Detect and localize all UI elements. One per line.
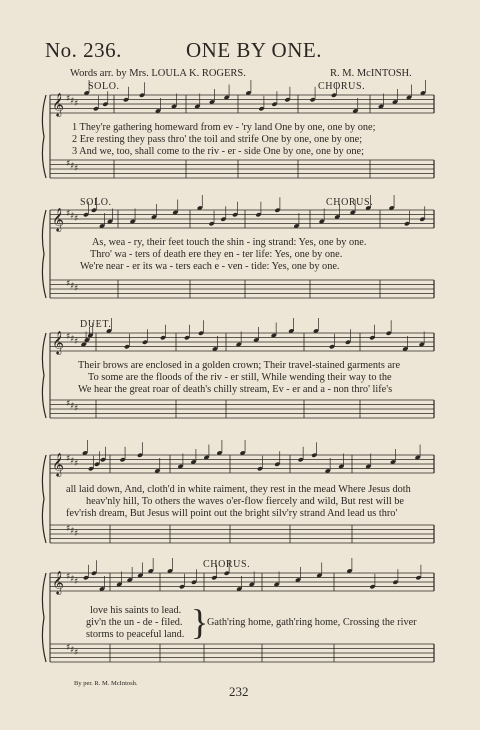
system-brace	[42, 210, 46, 298]
lyric-line: As, wea - ry, their feet touch the shin - ing strand: Yes, one by one.	[92, 237, 367, 248]
sharp-icon: ♯	[70, 645, 75, 656]
verse-brace: }	[191, 602, 209, 642]
sharp-icon: ♯	[70, 96, 75, 107]
lyric-line: 2 Ere resting they pass thro' the toil and strife One by one, one by one;	[72, 134, 363, 145]
sharp-icon: ♯	[66, 399, 71, 409]
sharp-icon: ♯	[74, 164, 79, 174]
sharp-icon: ♯	[66, 209, 71, 219]
label-duet: DUET.	[80, 319, 112, 330]
sharp-icon: ♯	[70, 401, 75, 412]
lyric-line: To some are the floods of the riv - er still, While wending their way to the	[88, 372, 392, 383]
sharp-icon: ♯	[74, 337, 79, 347]
lyric-line: all laid down, And, cloth'd in white raiment, they rest in the mead Where Jesus doth	[66, 484, 411, 495]
system-brace	[42, 455, 46, 543]
lyric-line: 1 They're gathering homeward from ev - 'ry land One by one, one by one;	[72, 122, 376, 133]
treble-clef-icon: 𝄞	[52, 452, 64, 476]
system-brace	[42, 95, 46, 178]
sharp-icon: ♯	[70, 281, 75, 292]
system-brace	[42, 333, 46, 418]
sharp-icon: ♯	[66, 159, 71, 169]
sharp-icon: ♯	[70, 334, 75, 345]
treble-clef-icon: 𝄞	[52, 92, 64, 116]
words-credit: Words arr. by Mrs. LOULA K. ROGERS.	[70, 68, 246, 79]
treble-clef-icon: 𝄞	[52, 207, 64, 231]
music-credit: R. M. McINTOSH.	[330, 68, 412, 79]
sharp-icon: ♯	[70, 574, 75, 585]
sharp-icon: ♯	[70, 456, 75, 467]
label-solo-1: SOLO.	[88, 81, 120, 92]
sharp-icon: ♯	[66, 279, 71, 289]
label-chorus-1: CHORUS.	[318, 81, 366, 92]
lyric-line: Their brows are enclosed in a golden crown; Their travel-stained garments are	[78, 360, 401, 371]
label-solo-2: SOLO.	[80, 197, 112, 208]
hymn-title: ONE BY ONE.	[186, 38, 322, 62]
lyric-line: storms to peaceful land.	[86, 629, 185, 640]
sharp-icon: ♯	[70, 211, 75, 222]
label-chorus-5: CHORUS.	[203, 559, 251, 570]
page-number: 232	[229, 684, 249, 699]
lyric-line: heav'nly hill, To others the waves o'er-flow fiercely and wild, But rest will be	[86, 496, 404, 507]
label-chorus-2: CHORUS.	[326, 197, 374, 208]
system-brace	[42, 573, 46, 662]
sharp-icon: ♯	[74, 404, 79, 414]
permission-credit: By per. R. M. McIntosh.	[74, 680, 138, 687]
sharp-icon: ♯	[66, 643, 71, 653]
lyric-line: Thro' wa - ters of death ere they en - ter life: Yes, one by one.	[90, 249, 343, 260]
lyric-line: We're near - er its wa - ters each e - ven - tide: Yes, one by one.	[80, 261, 340, 272]
lyric-line: giv'n the un - de - filed.	[86, 617, 183, 628]
lyric-line: fev'rish dream, But Jesus will point out the bright silv'ry strand And lead us thro'	[66, 508, 398, 519]
sharp-icon: ♯	[74, 284, 79, 294]
treble-clef-icon: 𝄞	[52, 570, 64, 594]
sharp-icon: ♯	[66, 454, 71, 464]
sharp-icon: ♯	[74, 214, 79, 224]
sharp-icon: ♯	[66, 524, 71, 534]
sharp-icon: ♯	[74, 577, 79, 587]
lyric-line: We hear the great roar of death's chilly stream, Ev - er and a - non thro' life's	[78, 384, 393, 395]
chorus-lyric: Gath'ring home, gath'ring home, Crossing the river	[207, 617, 417, 628]
sharp-icon: ♯	[70, 161, 75, 172]
lyric-line: love his saints to lead.	[90, 605, 182, 616]
sharp-icon: ♯	[66, 332, 71, 342]
sharp-icon: ♯	[70, 526, 75, 537]
sharp-icon: ♯	[74, 529, 79, 539]
sharp-icon: ♯	[74, 648, 79, 658]
lyric-line: 3 And we, too, shall come to the riv - er - side One by one, one by one;	[72, 146, 364, 157]
sharp-icon: ♯	[66, 572, 71, 582]
treble-clef-icon: 𝄞	[52, 330, 64, 354]
sharp-icon: ♯	[66, 94, 71, 104]
hymn-number: No. 236.	[45, 38, 122, 62]
sharp-icon: ♯	[74, 99, 79, 109]
sharp-icon: ♯	[74, 459, 79, 469]
